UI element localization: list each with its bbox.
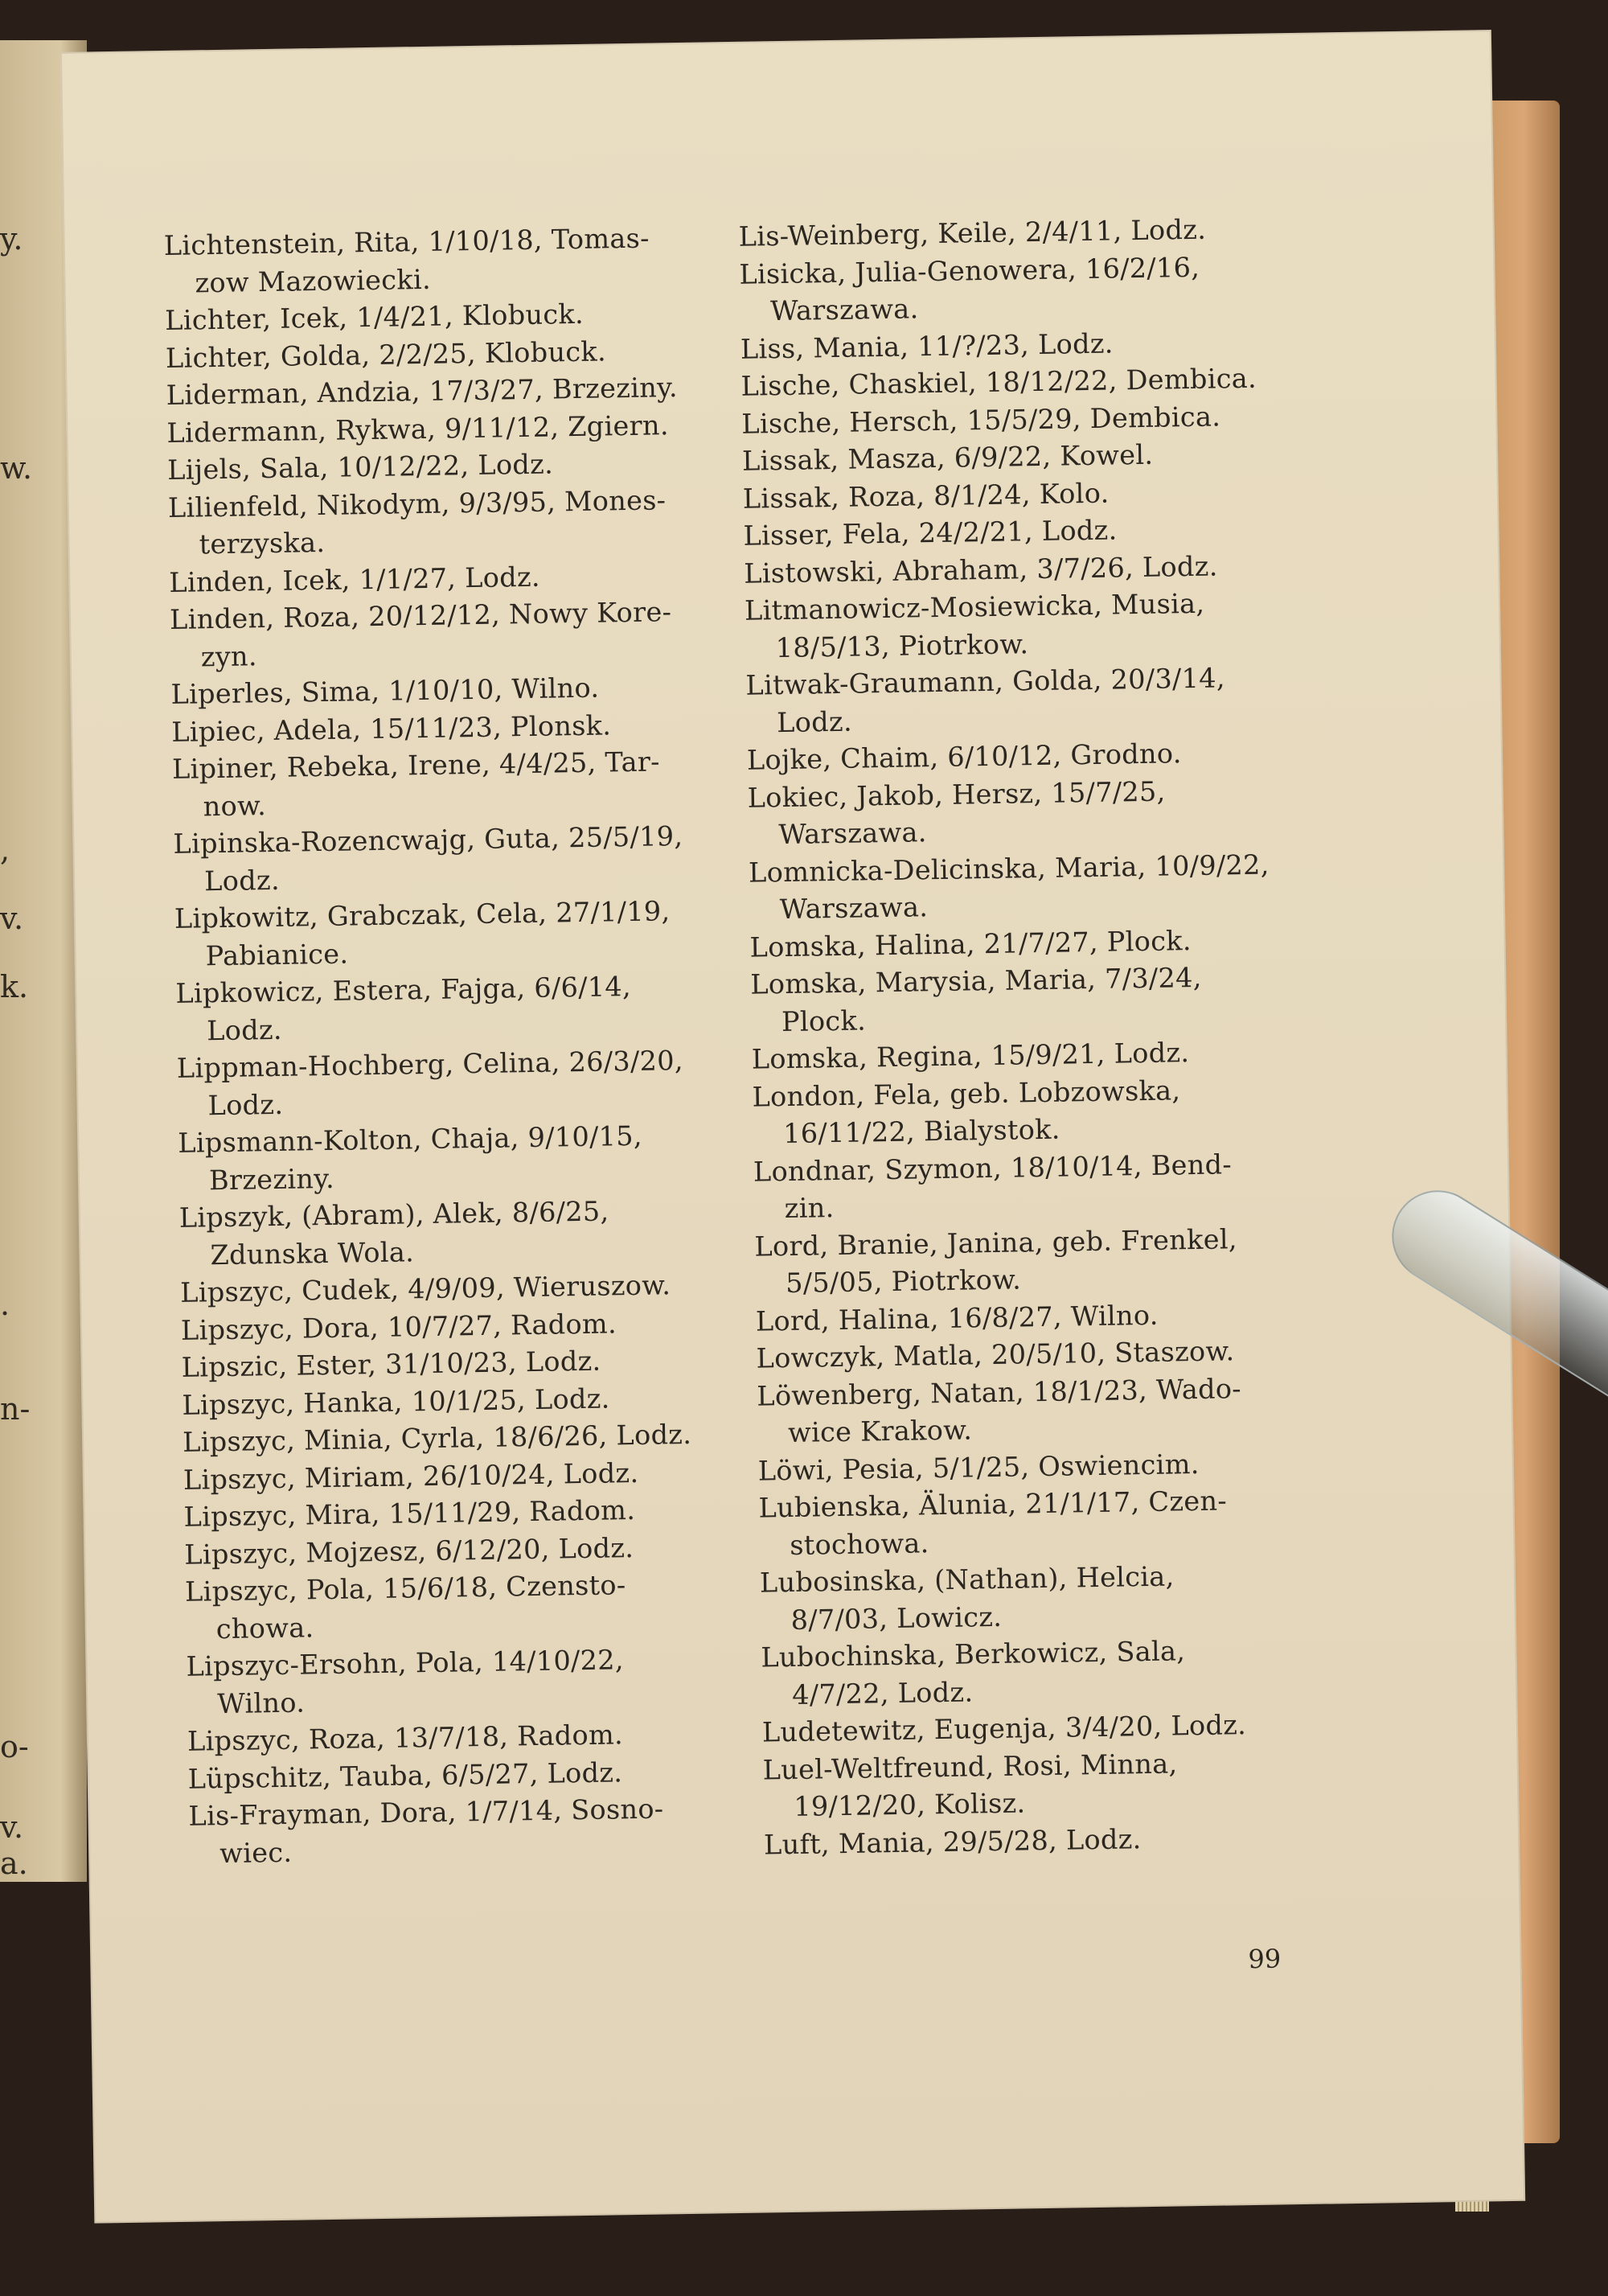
entry-line: Lubosinska, (Nathan), Helcia, [759,1560,1175,1599]
entry-line: Löwi, Pesia, 5/1/25, Oswiencim. [757,1448,1200,1487]
entry-continuation-line: 4/7/22, Lodz. [791,1675,974,1711]
entry-continuation-line: Pabianice. [205,938,349,971]
left-page-text-fragment: w. [0,450,33,486]
entry-line: Lipszyc, Minia, Cyrla, 18/6/26, Lodz. [182,1418,692,1458]
name-entry [188,1789,800,1873]
entry-line: Liperles, Sima, 1/10/10, Wilno. [170,672,600,710]
entry-line: Lipinska-Rozencwajg, Guta, 25/5/19, [173,819,683,860]
entry-line: Lojke, Chaim, 6/10/12, Grodno. [746,737,1182,776]
entry-line: Lipszic, Ester, 31/10/23, Lodz. [181,1345,601,1383]
name-entry [747,770,1367,854]
entry-line: Lische, Chaskiel, 18/12/22, Dembica. [740,362,1257,402]
entry-line: Lipkowitz, Grabczak, Cela, 27/1/19, [174,895,671,934]
entry-continuation-line: 16/11/22, Bialystok. [782,1113,1060,1150]
entry-line: Lowczyk, Matla, 20/5/10, Staszow. [756,1335,1235,1374]
name-entry [174,891,786,975]
entry-line: Luel-Weltfreund, Rosi, Minna, [762,1747,1178,1786]
left-page-text-fragment: v. [0,1809,24,1845]
left-page-text-fragment: y. [0,221,23,257]
name-entry [761,1629,1380,1714]
entry-line: Lipszyc, Cudek, 4/9/09, Wieruszow. [179,1269,671,1308]
entry-line: Lipszyc, Hanka, 10/1/25, Lodz. [182,1382,610,1421]
entry-continuation-line: Warszawa. [769,293,919,327]
entry-continuation-line: Lodz. [776,705,853,738]
left-page-text-fragment: n- [0,1391,31,1427]
entry-line: Lissak, Masza, 6/9/22, Kowel. [741,438,1154,477]
name-entry [739,246,1359,331]
left-page-text-fragment: v. [0,901,24,936]
page-number: 99 [1248,1943,1282,1975]
entry-continuation-line: wiec. [219,1836,293,1869]
entry-line: Lis-Weinberg, Keile, 2/4/11, Lodz. [738,213,1207,253]
name-entry [750,957,1370,1041]
entry-line: Lord, Branie, Janina, geb. Frenkel, [754,1222,1238,1263]
entry-line: Lipszyc, Pola, 15/6/18, Czensto- [184,1569,626,1608]
entry-line: Linden, Roza, 20/12/12, Nowy Kore- [169,596,672,635]
name-entry [172,741,784,826]
name-entry [168,480,780,565]
entry-line: Lis-Frayman, Dora, 1/7/14, Sosno- [188,1793,664,1832]
entry-line: Lichter, Golda, 2/2/25, Klobuck. [165,335,607,374]
name-entry [163,218,775,302]
entry-line: Lomska, Regina, 15/9/21, Lodz. [751,1037,1190,1075]
entry-line: Lijels, Sala, 10/12/22, Lodz. [166,448,554,486]
entry-line: Lilienfeld, Nikodym, 9/3/95, Mones- [167,483,667,524]
entry-continuation-line: 18/5/13, Piotrkow. [775,627,1029,663]
name-entry [752,1069,1372,1153]
entry-continuation-line: terzyska. [199,526,326,561]
entry-continuation-line: 8/7/03, Lowicz. [790,1600,1003,1636]
entry-line: Lissak, Roza, 8/1/24, Kolo. [742,477,1110,515]
entry-line: Lipszyc, Mira, 15/11/29, Radom. [183,1493,636,1533]
entry-line: Lipkowicz, Estera, Fajga, 6/6/14, [175,970,632,1009]
entry-continuation-line: Warszawa. [778,816,927,851]
entry-line: Lidermann, Rykwa, 9/11/12, Zgiern. [166,409,670,449]
entry-continuation-line: Zdunska Wola. [210,1235,415,1271]
entry-continuation-line: zyn. [200,639,258,672]
entry-continuation-line: Brzeziny. [208,1162,335,1196]
entry-line: Litmanowicz-Mosiewicka, Musia, [744,587,1205,626]
left-page-text-fragment: a. [0,1846,28,1881]
book-page [60,30,1525,2224]
name-entry [175,966,787,1050]
entry-line: Löwenberg, Natan, 18/1/23, Wado- [757,1372,1242,1412]
entry-line: Lipsmann-Kolton, Chaja, 9/10/15, [178,1119,643,1159]
entry-line: Lipszyc, Dora, 10/7/27, Radom. [180,1307,617,1346]
entry-line: Luft, Mania, 29/5/28, Lodz. [763,1822,1142,1861]
entry-continuation-line: 19/12/20, Kolisz. [794,1787,1026,1822]
entry-line: Lipszyc, Mojzesz, 6/12/20, Lodz. [184,1531,634,1571]
entry-continuation-line: now. [203,789,267,822]
entry-line: Lubochinska, Berkowicz, Sala, [761,1635,1186,1674]
entry-continuation-line: Lodz. [207,1088,284,1121]
entry-line: Litwak-Graumann, Golda, 20/3/14, [745,662,1226,701]
entry-line: Liss, Mania, 11/?/23, Lodz. [740,327,1114,365]
entry-line: Lomska, Marysia, Maria, 7/3/24, [750,961,1202,1000]
entry-continuation-line: chowa. [215,1611,314,1645]
name-entry [758,1480,1378,1564]
entry-line: Lomnicka-Delicinska, Maria, 10/9/22, [748,848,1270,889]
entry-line: London, Fela, geb. Lobzowska, [752,1074,1181,1113]
left-page-text-fragment: k. [0,969,29,1004]
entry-line: Londnar, Szymon, 18/10/14, Bend- [753,1148,1233,1188]
name-entry [178,1115,790,1200]
entry-line: Lubienska, Älunia, 21/1/17, Czen- [758,1485,1228,1524]
entry-line: Lipszyc-Ersohn, Pola, 14/10/22, [186,1644,625,1682]
name-entry [762,1742,1382,1826]
entry-line: Lomska, Halina, 21/7/27, Plock. [749,924,1192,963]
entry-line: Lipszyc, Miriam, 26/10/24, Lodz. [183,1456,639,1496]
entry-line: Lippman-Hochberg, Celina, 26/3/20, [176,1044,684,1084]
entry-continuation-line: wice Krakow. [787,1414,973,1448]
name-entry [749,844,1368,929]
name-entry [173,816,785,901]
name-entry [754,1218,1374,1303]
name-entry [186,1639,798,1723]
entry-line: Linden, Icek, 1/1/27, Lodz. [169,561,541,598]
name-entry [753,1144,1373,1228]
entry-continuation-line: Lodz. [203,864,281,897]
name-entry [185,1564,797,1649]
name-entry [170,592,781,676]
name-entry [745,658,1365,742]
entry-line: Ludetewitz, Eugenja, 3/4/20, Lodz. [761,1709,1247,1748]
entry-line: Lipiner, Rebeka, Irene, 4/4/25, Tar- [171,745,661,785]
entry-line: Lipiec, Adela, 15/11/23, Plonsk. [170,709,612,748]
entry-continuation-line: stochowa. [789,1526,929,1561]
entry-continuation-line: Lodz. [206,1013,283,1046]
entry-line: Listowski, Abraham, 3/7/26, Lodz. [743,549,1218,589]
name-entry [177,1041,789,1125]
entry-line: Lisser, Fela, 24/2/21, Lodz. [743,514,1118,552]
entry-line: Lord, Halina, 16/8/27, Wilno. [755,1299,1159,1337]
entry-continuation-line: Warszawa. [779,891,929,926]
left-column [163,218,800,1873]
name-entry [760,1555,1380,1639]
entry-line: Lipszyc, Roza, 13/7/18, Radom. [187,1719,624,1757]
entry-continuation-line: zin. [784,1192,835,1225]
left-page-text-fragment: . [0,1287,10,1322]
entry-line: Lichter, Icek, 1/4/21, Klobuck. [164,298,585,336]
entry-line: Lipszyk, (Abram), Alek, 8/6/25, [178,1195,609,1234]
entry-continuation-line: Plock. [781,1004,867,1037]
name-entry [178,1190,790,1275]
name-entry [757,1368,1376,1452]
entry-line: Liderman, Andzia, 17/3/27, Brzeziny. [166,371,679,411]
left-page-text-fragment: , [0,832,10,868]
entry-continuation-line: Wilno. [216,1686,306,1719]
entry-continuation-line: 5/5/05, Piotrkow. [785,1263,1022,1300]
left-page-text-fragment: o- [0,1729,29,1764]
entry-line: Lüpschitz, Tauba, 6/5/27, Lodz. [187,1756,623,1795]
entry-line: Lische, Hersch, 15/5/29, Dembica. [741,400,1221,440]
entry-line: Lisicka, Julia-Genowera, 16/2/16, [739,251,1200,290]
entry-continuation-line: zow Mazowiecki. [195,263,432,298]
name-entry [745,583,1364,667]
entry-line: Lokiec, Jakob, Hersz, 15/7/25, [747,775,1166,814]
entry-line: Lichtenstein, Rita, 1/10/18, Tomas- [163,222,650,262]
right-column [738,209,1383,1864]
